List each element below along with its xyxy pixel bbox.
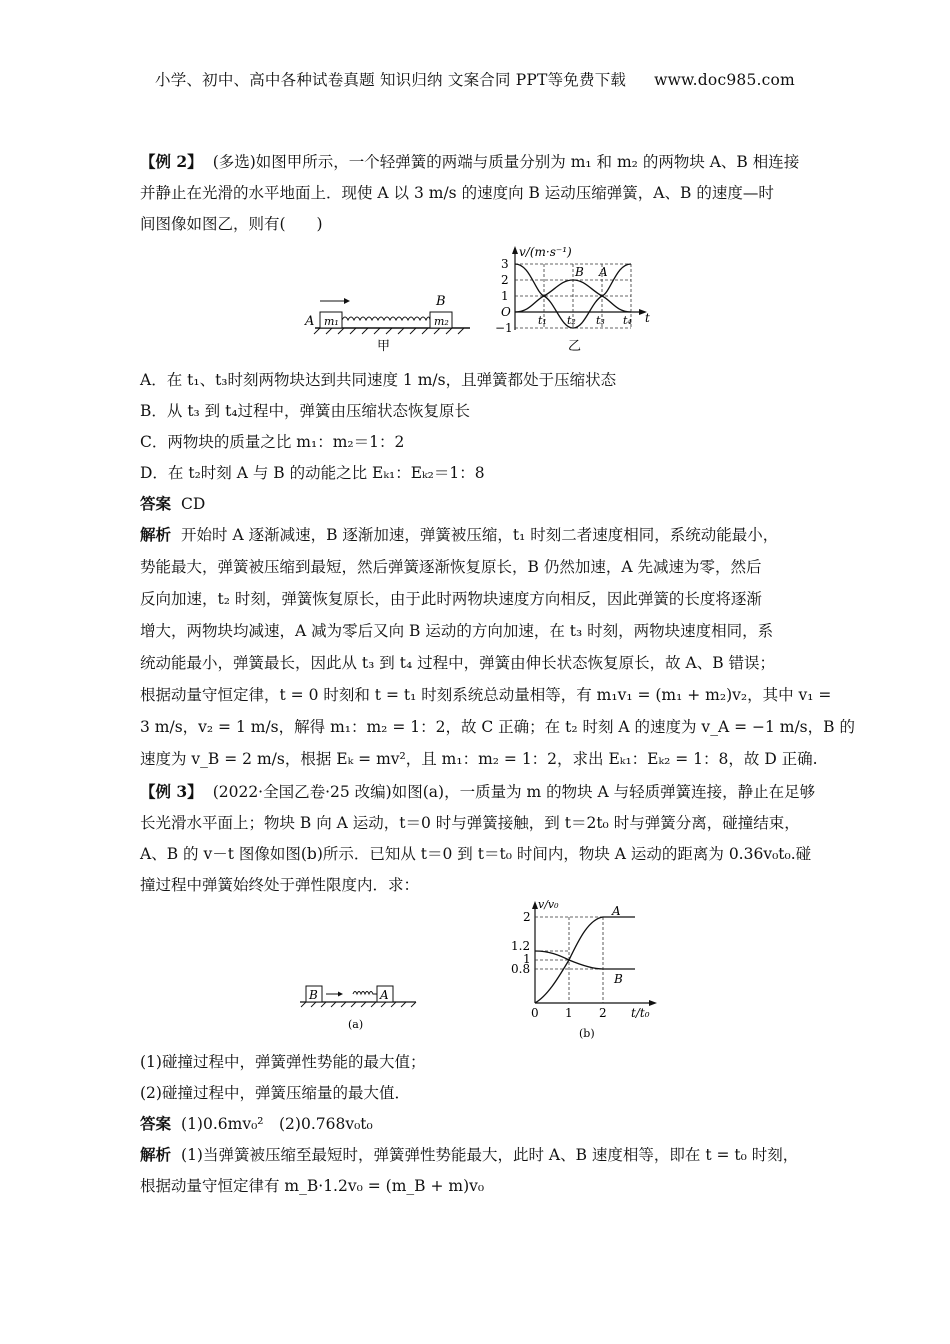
ex3-label: 【例 3】 bbox=[140, 782, 203, 801]
fig-yi-ytick: 1 bbox=[501, 289, 509, 303]
fig-yi-ytick: −1 bbox=[495, 321, 513, 335]
fig-yi-ytick: 2 bbox=[501, 273, 509, 287]
ex3-stem-line-3: A、B 的 v－t 图像如图(b)所示．已知从 t＝0 到 t＝t₀ 时间内，物块 A 运动的距离为 0.36v₀t₀.碰 bbox=[140, 845, 812, 863]
ex3-question-2: (2)碰撞过程中，弹簧压缩量的最大值． bbox=[140, 1084, 410, 1102]
fig-b-ytick: 1.2 bbox=[511, 939, 531, 953]
figure-a bbox=[298, 980, 418, 1035]
ex2-analysis-line: 解析 开始时 A 逐渐减速，B 逐渐加速，弹簧被压缩，t₁ 时刻二者速度相同，系统动能最小， bbox=[140, 525, 779, 544]
figure-jia bbox=[300, 285, 480, 355]
ex2-analysis-line: 增大，两物块均减速，A 减为零后又向 B 运动的方向加速，在 t₃ 时刻，两物块速度相同，系 bbox=[140, 622, 774, 640]
fig-a-caption: (a) bbox=[348, 1018, 364, 1031]
fig-yi-curve-label-B: B bbox=[575, 265, 584, 279]
header-site-link[interactable]: www.doc985.com bbox=[654, 71, 795, 89]
ex2-analysis-line: 速度为 v_B = 2 m/s，根据 Eₖ = mv²，且 m₁：m₂ = 1：2，求出 Eₖ₁：Eₖ₂ = 1：8，故 D 正确. bbox=[140, 750, 818, 768]
ex2-stem-line-3: 间图像如图乙，则有( ) bbox=[140, 215, 323, 233]
figure-yi bbox=[495, 240, 660, 355]
ex3-analysis-line: 解析 (1)当弹簧被压缩至最短时，弹簧弹性势能最大，此时 A、B 速度相等，即在 t = t₀ 时刻， bbox=[140, 1145, 799, 1164]
ex2-analysis-line: 反向加速，t₂ 时刻，弹簧恢复原长，由于此时两物块速度方向相反，因此弹簧的长度将逐渐 bbox=[140, 590, 762, 608]
ex2-answer bbox=[140, 492, 205, 514]
fig-jia-label-A: A bbox=[305, 314, 315, 329]
fig-b-curve-label-B: B bbox=[614, 972, 623, 986]
fig-b-xtick: 0 bbox=[531, 1006, 539, 1020]
ex3-stem-line-1: 【例 3】 (2022·全国乙卷·25 改编)如图(a)，一质量为 m 的物块 A 与轻质弹簧连接，静止在足够 bbox=[140, 782, 816, 801]
ex3-stem-line-4: 撞过程中弹簧始终处于弹性限度内．求： bbox=[140, 876, 420, 894]
fig-yi-xtick: t₁ bbox=[538, 314, 547, 327]
ex3-analysis-line: 根据动量守恒定律有 m_B·1.2v₀ = (m_B + m)v₀ bbox=[140, 1177, 485, 1195]
ex2-option-d: D．在 t₂时刻 A 与 B 的动能之比 Eₖ₁：Eₖ₂＝1：8 bbox=[140, 464, 485, 482]
answer-label: 答案 bbox=[140, 1114, 172, 1133]
page-header bbox=[0, 68, 950, 90]
fig-b-ytick: 1 bbox=[523, 952, 531, 966]
ex2-option-c: C．两物块的质量之比 m₁：m₂＝1：2 bbox=[140, 433, 405, 451]
fig-yi-xlabel: t bbox=[645, 311, 650, 325]
ex2-analysis-line: 根据动量守恒定律，t = 0 时刻和 t = t₁ 时刻系统总动量相等，有 m₁v₁ = (m₁ + m₂)v₂，其中 v₁ = bbox=[140, 686, 832, 704]
ex2-analysis-line: 统动能最小，弹簧最长，因此从 t₃ 到 t₄ 过程中，弹簧由伸长状态恢复原长，故 A、B 错误； bbox=[140, 654, 776, 672]
answer-value: (1)0.6mv₀² (2)0.768v₀t₀ bbox=[181, 1115, 373, 1133]
m2-label: m₂ bbox=[434, 315, 449, 328]
spring-icon bbox=[353, 992, 377, 995]
ex2-option-b: B．从 t₃ 到 t₄过程中，弹簧由压缩状态恢复原长 bbox=[140, 402, 471, 420]
ex2-analysis-line: 3 m/s，v₂ = 1 m/s，解得 m₁：m₂ = 1：2，故 C 正确；在 t₂ 时刻 A 的速度为 v_A = −1 m/s，B 的 bbox=[140, 718, 855, 736]
fig-b-caption: (b) bbox=[579, 1027, 595, 1040]
fig-b-ytick: 2 bbox=[523, 910, 531, 924]
fig-b-xtick: 1 bbox=[565, 1006, 573, 1020]
fig-b-curve-label-A: A bbox=[612, 904, 621, 918]
fig-yi-curve-label-A: A bbox=[599, 265, 608, 279]
ex2-option-a: A．在 t₁、t₃时刻两物块达到共同速度 1 m/s，且弹簧都处于压缩状态 bbox=[140, 371, 617, 389]
analysis-label: 解析 bbox=[140, 1145, 172, 1164]
fig-yi-xtick: t₂ bbox=[567, 314, 576, 327]
ex3-answer bbox=[140, 1112, 373, 1134]
ex3-stem-line-2: 长光滑水平面上；物块 B 向 A 运动，t＝0 时与弹簧接触，到 t＝2t₀ 时与弹簧分离，碰撞结束， bbox=[140, 814, 800, 832]
ex2-stem-line-2: 并静止在光滑的水平地面上．现使 A 以 3 m/s 的速度向 B 运动压缩弹簧，A、B 的速度—时 bbox=[140, 184, 774, 202]
fig-b-xlabel: t/t₀ bbox=[631, 1006, 650, 1020]
figure-b bbox=[505, 895, 665, 1040]
fig-yi-caption: 乙 bbox=[568, 339, 582, 354]
fig-yi-ytick: O bbox=[501, 305, 511, 319]
answer-value: CD bbox=[181, 495, 206, 513]
fig-jia-label-B: B bbox=[436, 294, 446, 309]
fig-jia-caption: 甲 bbox=[377, 339, 391, 354]
fig-yi-ylabel: v/(m·s⁻¹) bbox=[519, 245, 572, 259]
fig-b-ylabel: v/v₀ bbox=[538, 898, 559, 911]
header-text: 小学、初中、高中各种试卷真题 知识归纳 文案合同 PPT等免费下载 bbox=[155, 71, 627, 89]
spring-icon bbox=[342, 317, 430, 320]
ex2-stem-line-1: 【例 2】 (多选)如图甲所示，一个轻弹簧的两端与质量分别为 m₁ 和 m₂ 的两物块 A、B 相连接 bbox=[140, 152, 800, 171]
fig-yi-xtick: t₄ bbox=[623, 314, 632, 327]
answer-label: 答案 bbox=[140, 494, 172, 513]
fig-a-label-A: A bbox=[380, 988, 389, 1002]
fig-a-label-B: B bbox=[309, 988, 318, 1002]
m1-label: m₁ bbox=[324, 315, 339, 328]
fig-b-ytick: 0.8 bbox=[511, 962, 531, 976]
analysis-label: 解析 bbox=[140, 525, 172, 544]
fig-yi-xtick: t₃ bbox=[596, 314, 605, 327]
fig-b-xtick: 2 bbox=[599, 1006, 607, 1020]
ex3-question-1: (1)碰撞过程中，弹簧弹性势能的最大值； bbox=[140, 1053, 426, 1071]
ex2-analysis-line: 势能最大，弹簧被压缩到最短，然后弹簧逐渐恢复原长，B 仍然加速，A 先减速为零，然后 bbox=[140, 558, 762, 576]
ex2-label: 【例 2】 bbox=[140, 152, 203, 171]
fig-yi-ytick: 3 bbox=[501, 257, 509, 271]
